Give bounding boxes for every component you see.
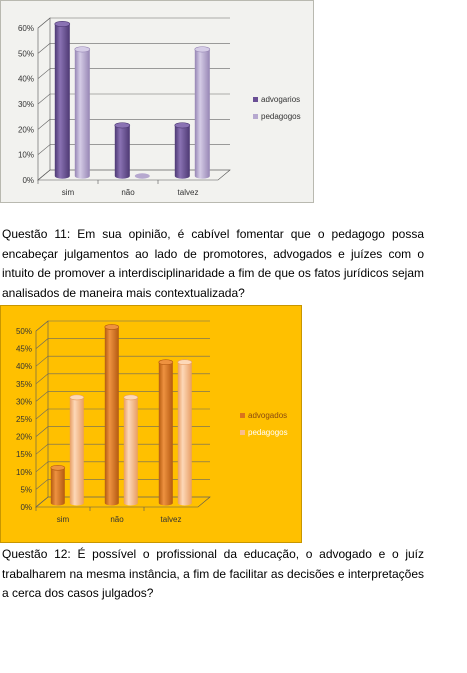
bar-advogarios-talvez [175,123,190,179]
y-tick-label: 40% [17,74,34,84]
legend-label: pedagogos [261,112,301,121]
x-tick-label: sim [56,515,70,524]
bar-body [175,125,190,178]
bar-body [178,362,192,505]
y-tick-label: 25% [15,415,32,424]
bar-advogarios-sim [55,21,70,178]
y-tick-label: 30% [15,397,32,407]
legend-swatch [253,97,258,102]
bar-advogados-sim [51,465,65,505]
bar-body [55,24,70,179]
y-tick-label: 50% [15,327,32,336]
bar-top [178,360,192,365]
bar-body [51,468,65,506]
chart-q11 [0,305,302,543]
legend-label: advogarios [261,95,301,104]
chart-q10 [0,0,314,203]
x-tick-label: não [121,188,135,197]
question-12-text: Questão 12: É possível o profissional da educação, o advogado e o juíz trabalharem na mesma instância, a fim de facilitar as decisões e interpretações a cerca dos casos julgados? [2,547,424,600]
x-tick-label: sim [61,188,75,197]
y-tick-label: 0% [20,503,32,512]
bar-top [115,123,130,128]
bar-pedagogos-talvez [195,47,210,179]
bar-top [70,395,84,400]
bar-top [159,360,173,365]
bar-body [115,125,130,178]
x-tick-label: talvez [177,188,199,197]
bar-body [195,49,210,178]
y-tick-label: 35% [15,379,32,389]
bar-pedagogos-sim [70,395,84,506]
y-tick-label: 5% [20,485,32,495]
bar-top [195,47,210,52]
legend-swatch [253,114,258,119]
y-tick-label: 15% [15,450,32,460]
x-tick-label: talvez [160,515,182,524]
bar-body [159,362,173,505]
y-tick-label: 30% [17,100,34,109]
bar-top [51,465,65,470]
bar-pedagogos-não [124,395,138,506]
bar-advogarios-não [115,123,130,179]
y-tick-label: 10% [17,150,34,160]
bar-body [124,397,138,505]
bar-top [75,47,90,52]
bar-top [105,324,119,329]
bar-pedagogos-sim [75,47,90,179]
y-tick-label: 10% [15,467,32,477]
legend-label: advogados [248,411,288,420]
y-tick-label: 45% [15,344,32,354]
y-tick-label: 40% [15,362,32,372]
y-tick-label: 20% [17,125,34,135]
chart-q10-svg [0,0,314,203]
chart-q11-svg [0,305,302,543]
y-tick-label: 60% [17,24,34,33]
bar-body [105,327,119,506]
bar-top [175,123,190,128]
bar-top [55,21,70,26]
question-11-text: Questão 11: Em sua opinião, é cabível fomentar que o pedagogo possa encabeçar julgamentos ao lado de promotores, advogados e juízes com o intuito de promover a interdisciplinaridade a fim de que os fatos jurídicos sejam analisados de maneira mais contextualizada? [2,227,424,300]
y-tick-label: 50% [17,49,34,59]
legend-swatch [240,413,245,418]
bar-advogados-não [105,324,119,505]
x-tick-label: não [110,515,124,524]
bar-body [75,49,90,178]
bar-top [124,395,138,400]
bar-advogados-talvez [159,360,173,506]
legend-swatch [240,430,245,435]
bar-top [135,173,150,178]
bar-pedagogos-não [135,173,150,178]
legend-label: pedagogos [248,428,288,437]
y-tick-label: 0% [22,176,34,185]
bar-body [70,397,84,505]
y-tick-label: 20% [15,432,32,442]
bar-pedagogos-talvez [178,360,192,506]
